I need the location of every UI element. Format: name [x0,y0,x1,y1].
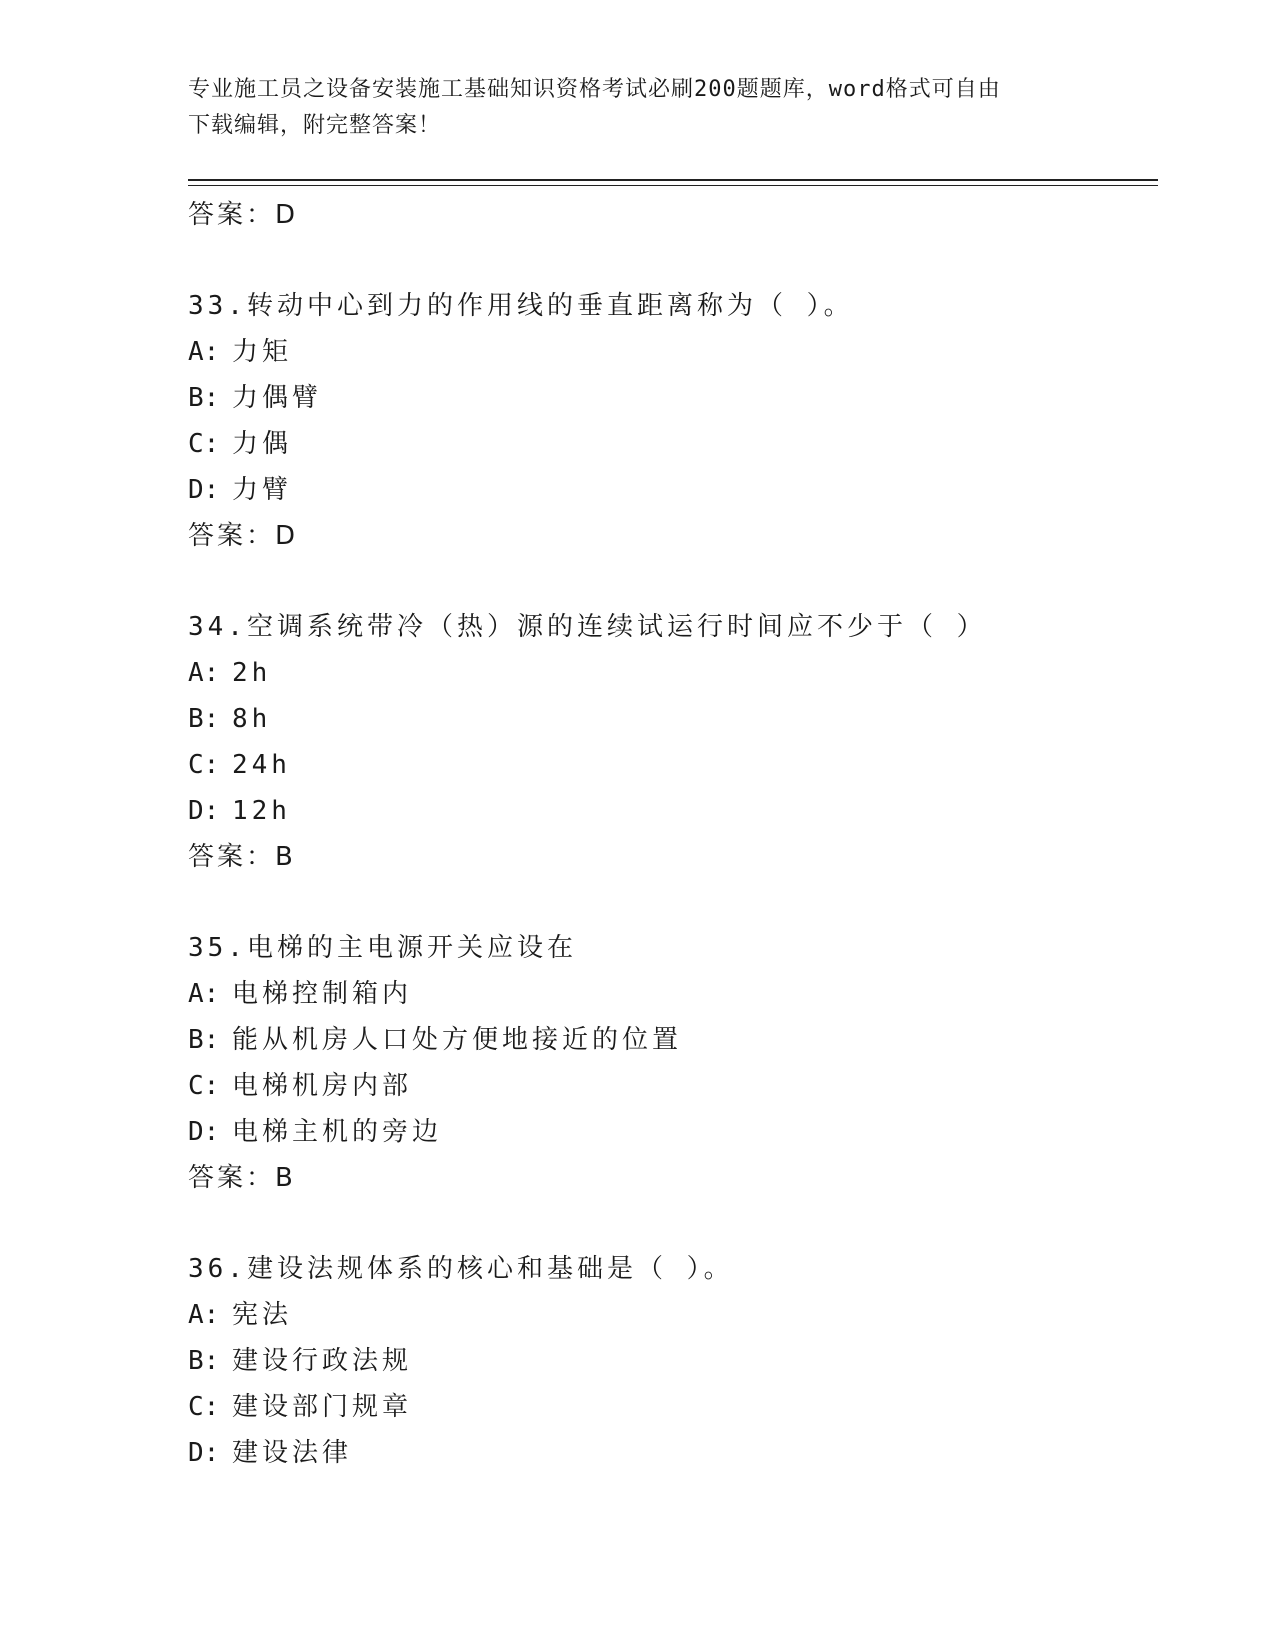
option-text: 2h [232,658,272,688]
option-letter: D: [188,1438,220,1468]
option-a [188,329,1148,375]
option-text: 电梯机房内部 [232,1071,413,1101]
option-a [188,650,1148,696]
option-text: 力偶 [232,429,293,459]
question-33: 33.转动中心到力的作用线的垂直距离称为（ ）。 [188,291,854,321]
option-text: 建设法律 [232,1438,353,1468]
option-text: 建设部门规章 [232,1392,413,1422]
option-text: 8h [232,704,272,734]
option-letter: D: [188,475,220,505]
option-text: 宪法 [232,1300,293,1330]
option-b [188,375,1148,421]
header-divider-thin [188,185,1158,186]
option-letter: A: [188,337,220,367]
option-c [188,1384,1148,1430]
question-35: 35.电梯的主电源开关应设在 [188,933,577,963]
option-text: 12h [232,796,291,826]
option-letter: C: [188,750,220,780]
option-c [188,1063,1148,1109]
option-b [188,1017,1148,1063]
option-text: 24h [232,750,291,780]
option-text: 电梯主机的旁边 [232,1117,443,1147]
option-d [188,467,1148,513]
option-a [188,971,1148,1017]
answer-line: 答案：B [188,842,296,872]
answer-line: 答案：B [188,1163,296,1193]
answer-line: 答案：D [188,521,299,551]
option-c [188,742,1148,788]
option-text: 能从机房人口处方便地接近的位置 [232,1025,683,1055]
option-letter: B: [188,1025,220,1055]
header-line-2: 下载编辑，附完整答案！ [188,113,442,138]
header-line-1: 专业施工员之设备安装施工基础知识资格考试必刷200题题库，word格式可自由 [188,77,1001,102]
option-d [188,1109,1148,1155]
option-letter: B: [188,383,220,413]
option-text: 力矩 [232,337,293,367]
option-b [188,1338,1148,1384]
option-d [188,788,1148,834]
option-d [188,1430,1148,1476]
option-letter: B: [188,704,220,734]
option-text: 电梯控制箱内 [232,979,413,1009]
answer-line: 答案：D [188,200,299,230]
option-letter: B: [188,1346,220,1376]
option-letter: D: [188,796,220,826]
option-letter: A: [188,658,220,688]
option-letter: A: [188,979,220,1009]
option-letter: C: [188,1392,220,1422]
option-text: 力臂 [232,475,293,505]
option-a [188,1292,1148,1338]
option-c [188,421,1148,467]
option-letter: C: [188,429,220,459]
option-letter: A: [188,1300,220,1330]
question-34: 34.空调系统带冷（热）源的连续试运行时间应不少于（ ） [188,612,987,642]
option-b [188,696,1148,742]
option-text: 建设行政法规 [232,1346,413,1376]
question-36: 36.建设法规体系的核心和基础是（ ）。 [188,1254,734,1284]
header-divider-thick [188,179,1158,181]
question-list [188,192,1148,1476]
option-text: 力偶臂 [232,383,323,413]
option-letter: C: [188,1071,220,1101]
document-header [188,72,1088,144]
option-letter: D: [188,1117,220,1147]
